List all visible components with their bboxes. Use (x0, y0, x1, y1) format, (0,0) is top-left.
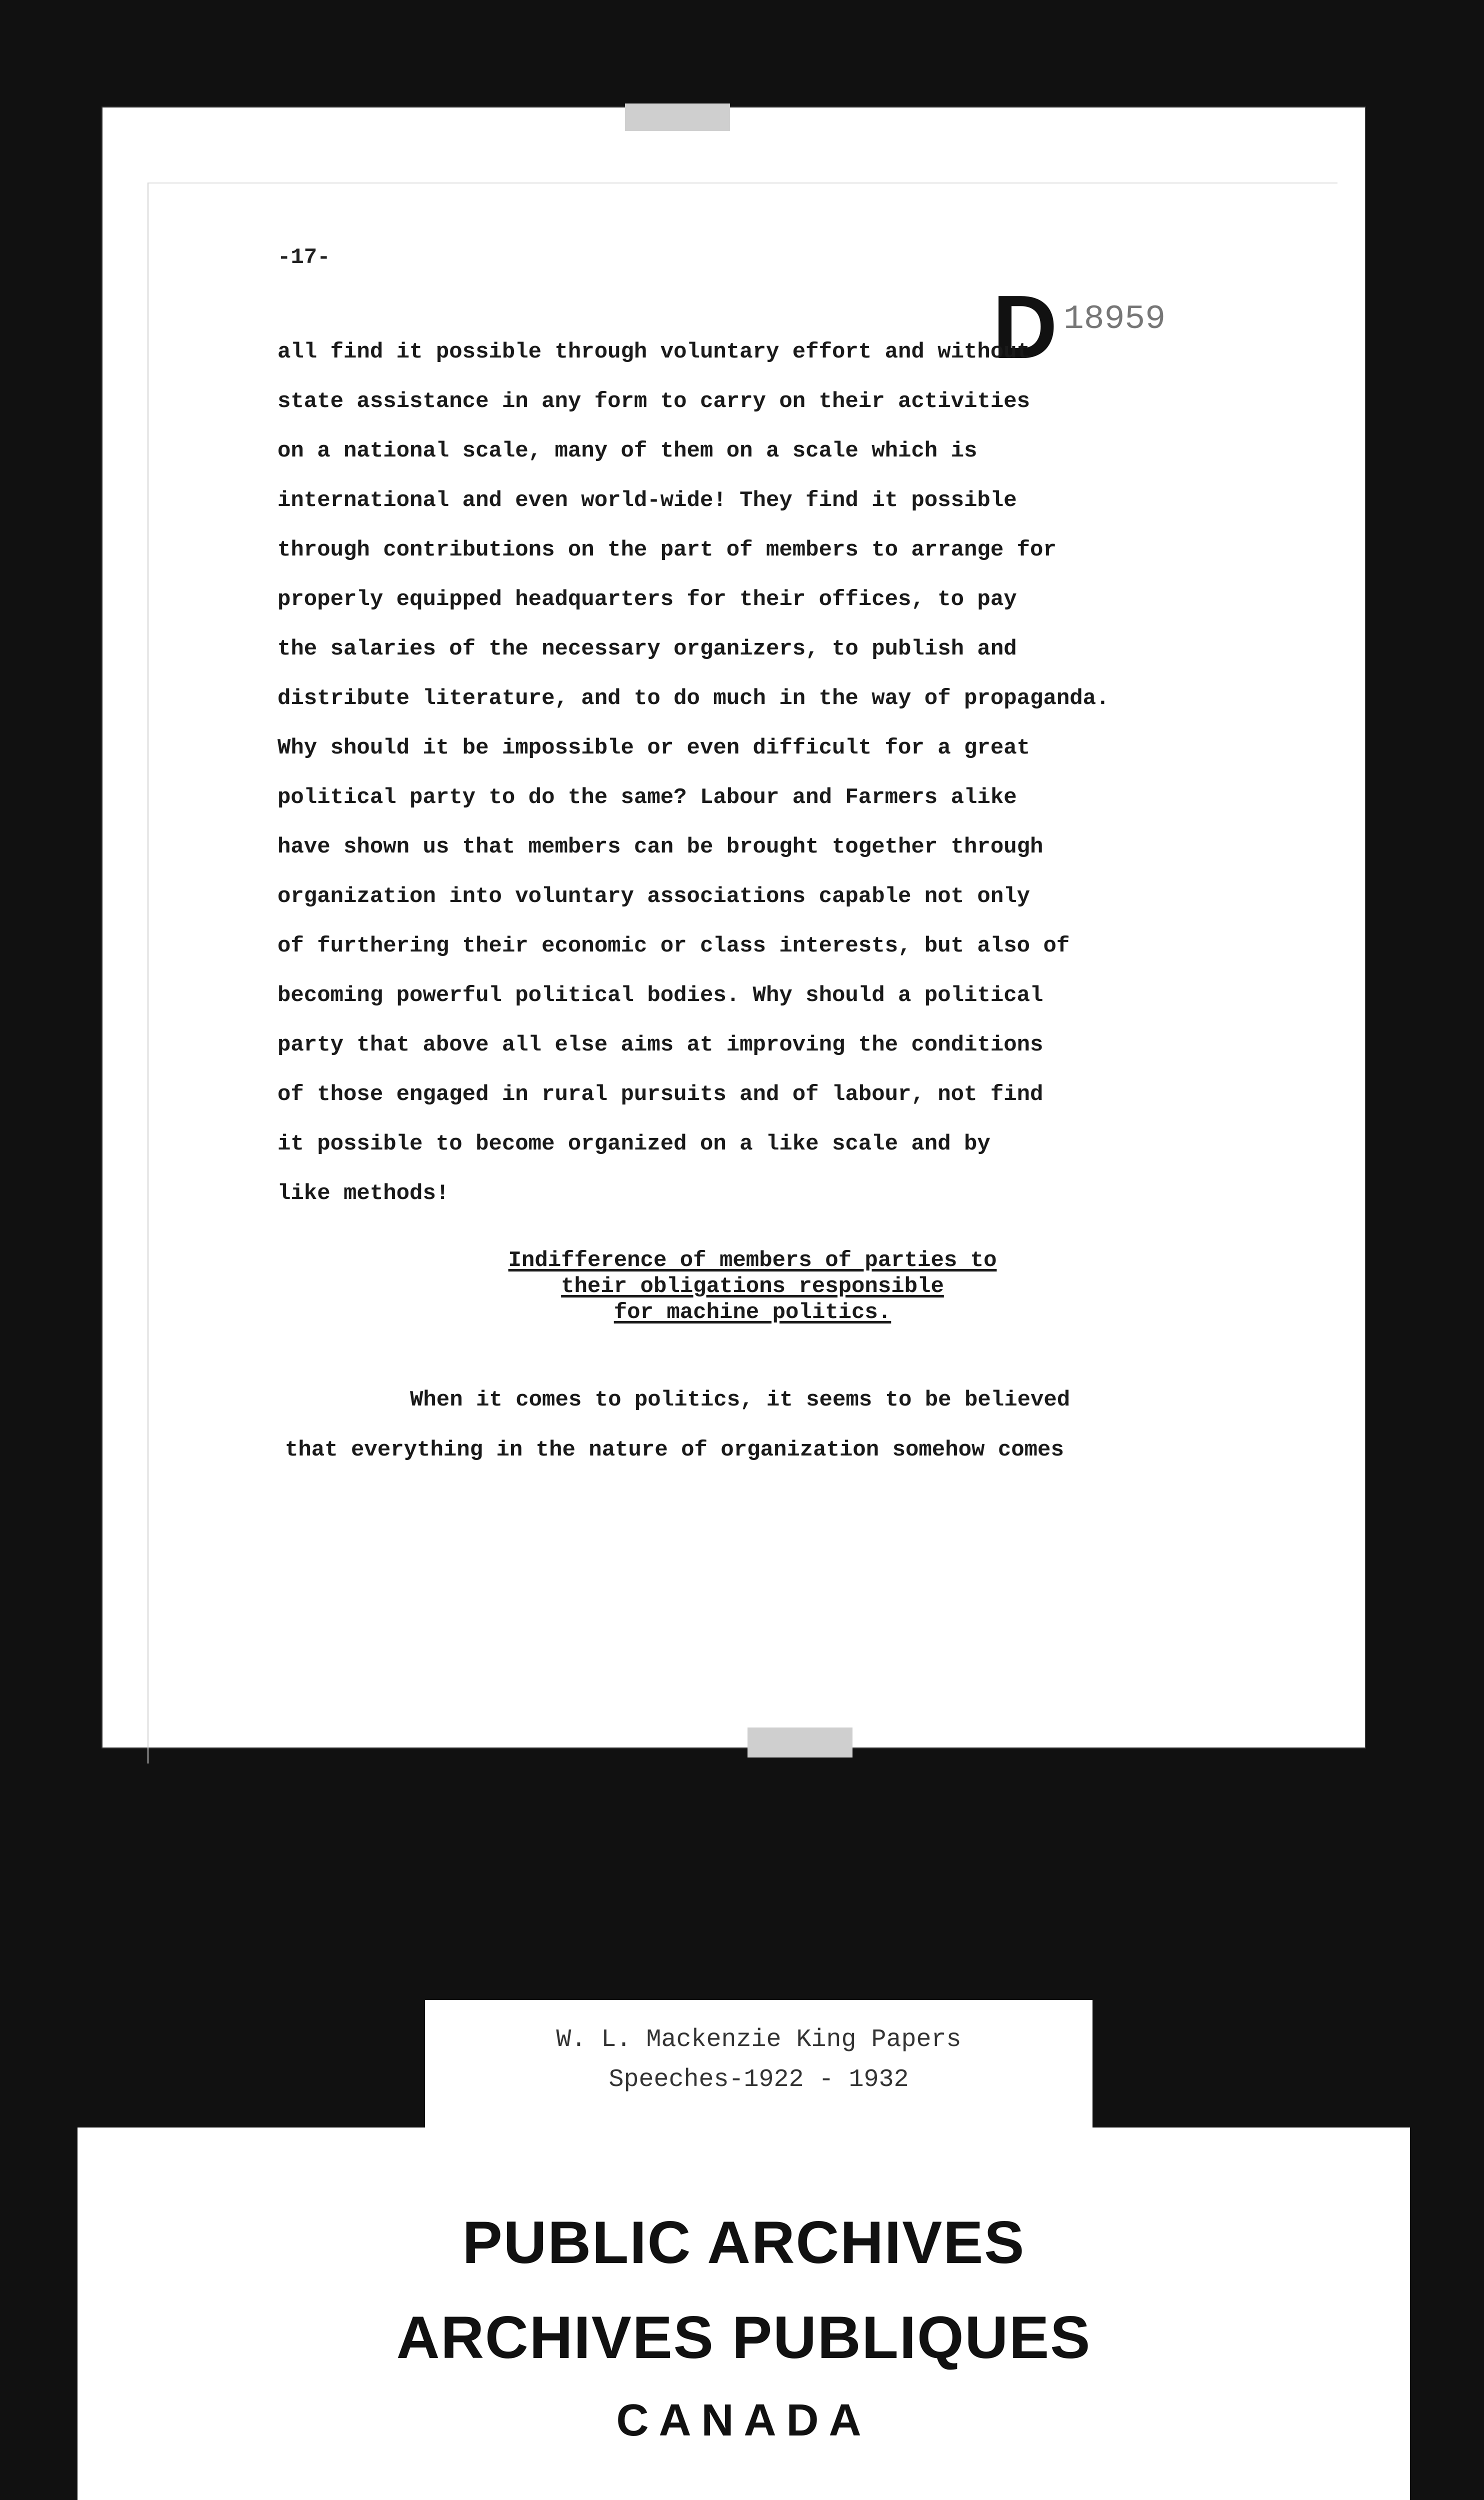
text-line: like methods! (278, 1181, 450, 1206)
archives-banner (78, 2128, 1410, 2500)
archives-banner-french: ARCHIVES PUBLIQUES (396, 2304, 1092, 2371)
heading-line: Indifference of members of parties to (508, 1248, 997, 1273)
text-line: Why should it be impossible or even difficult for a great (278, 736, 1030, 760)
collection-title: W. L. Mackenzie King Papers (556, 2026, 962, 2054)
archives-banner-country: CANADA (616, 2396, 872, 2446)
section-heading (278, 1248, 1228, 1326)
tape-strip-top (625, 104, 730, 131)
stamp-letter: D (992, 277, 1058, 378)
text-line: distribute literature, and to do much in the way of propaganda. (278, 686, 1110, 711)
heading-line: for machine politics. (614, 1300, 892, 1325)
archives-banner-english: PUBLIC ARCHIVES (462, 2209, 1026, 2276)
text-line: on a national scale, many of them on a scale which is (278, 438, 978, 464)
text-line: of furthering their economic or class interests, but also of (278, 934, 1070, 958)
page-number: -17- (278, 245, 330, 270)
text-line: party that above all else aims at improving the conditions (278, 1032, 1044, 1058)
text-line: international and even world-wide! They find it possible (278, 488, 1017, 513)
tape-strip-bottom (748, 1728, 852, 1758)
collection-label (425, 2000, 1092, 2128)
heading-line: their obligations responsible (561, 1274, 944, 1299)
text-line: organization into voluntary associations capable not only (278, 884, 1030, 909)
text-line: becoming powerful political bodies. Why should a political (278, 983, 1044, 1008)
closing-paragraph (285, 1375, 1235, 1475)
text-line: state assistance in any form to carry on their activities (278, 389, 1030, 414)
text-line: through contributions on the part of members to arrange for (278, 538, 1056, 562)
text-line: that everything in the nature of organization somehow comes (285, 1438, 1064, 1462)
text-line: of those engaged in rural pursuits and of labour, not find (278, 1082, 1044, 1107)
text-line: properly equipped headquarters for their offices, to pay (278, 587, 1017, 612)
text-line: it possible to become organized on a like scale and by (278, 1132, 990, 1156)
text-line: political party to do the same? Labour and Farmers alike (278, 785, 1017, 810)
collection-series: Speeches-1922 - 1932 (608, 2066, 909, 2094)
body-paragraph (278, 328, 1228, 1218)
text-line: When it comes to politics, it seems to be believed (410, 1388, 1070, 1412)
text-line: have shown us that members can be brought together through (278, 834, 1044, 860)
text-line: all find it possible through voluntary effort and without (278, 340, 1030, 364)
stamp-number: 18959 (1064, 300, 1166, 338)
text-line: the salaries of the necessary organizers, to publish and (278, 636, 1017, 662)
